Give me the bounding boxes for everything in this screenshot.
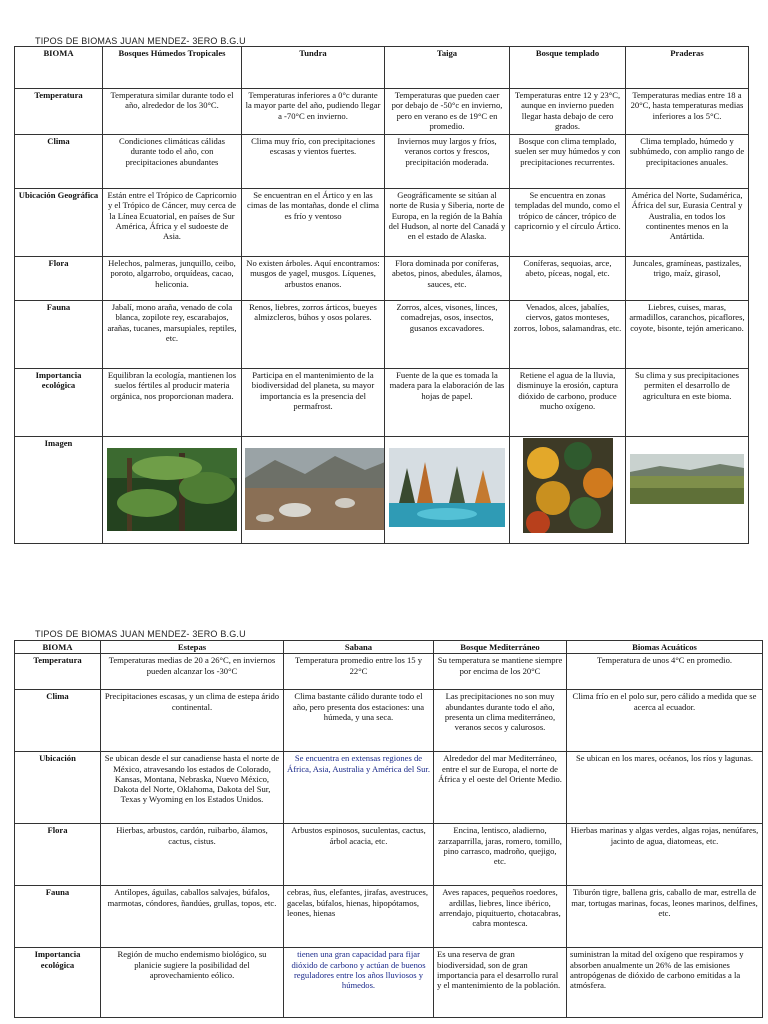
row-label-importancia: Importancia ecológica [15, 369, 103, 437]
table-cell: Liebres, cuises, maras, armadillos, caranchos, picaflores, coyote, bisonte, tejón americano. [626, 301, 749, 369]
col-header-bioma: BIOMA [15, 641, 101, 654]
table-cell: Fuente de la que es tomada la madera para la elaboración de las hojas de papel. [385, 369, 510, 437]
table-cell: Se encuentra en zonas templadas del mundo, como el trópico de cáncer, trópico de capricornio y el círculo Ártico. [510, 189, 626, 257]
rainforest-image [107, 448, 237, 531]
row-label-importancia: Importancia ecológica [15, 948, 101, 1018]
table-cell: Alrededor del mar Mediterráneo, entre el sur de Europa, el norte de África y el oeste del Oriente Medio. [434, 752, 567, 824]
temperate-forest-image [523, 438, 613, 533]
table-cell: Clima templado, húmedo y subhúmedo, con amplio rango de precipitaciones anuales. [626, 135, 749, 189]
table-cell: Temperaturas medias de 20 a 26°C, en inviernos pueden alcanzar los -30°C [101, 654, 284, 690]
table-cell: Juncales, gramíneas, pastizales, trigo, maíz, girasol, [626, 257, 749, 301]
table-row [15, 948, 763, 1018]
table-row [15, 690, 763, 752]
table-cell: suministran la mitad del oxígeno que respiramos y absorben anualmente un 26% de las emisiones antropógenas de dióxido de carbono emitidas a la atmósfera. [567, 948, 763, 1018]
table-cell: Precipitaciones escasas, y un clima de estepa árido continental. [101, 690, 284, 752]
table-row [15, 189, 749, 257]
table-cell: Jabalí, mono araña, venado de cola blanca, zopilote rey, escarabajos, arañas, tucanes, marsupiales, reptiles, etc. [103, 301, 242, 369]
table-row-images [15, 437, 749, 544]
table-cell: cebras, ñus, elefantes, jirafas, avestruces, gacelas, búfalos, hienas, hipopótamos, leones, hienas [284, 886, 434, 948]
row-label-temperatura: Temperatura [15, 654, 101, 690]
col-header-bioma: BIOMA [15, 47, 103, 89]
table-cell: Se ubican desde el sur canadiense hasta el norte de México, atravesando los estados de Colorado, Kansas, Montana, Nebraska, Nuevo México, Dakota del Norte, Oklahoma, Dakota del Sur, Texas y Wyoming en los Estados Unidos. [101, 752, 284, 824]
image-cell [242, 437, 385, 544]
table-cell: Temperaturas que pueden caer por debajo de -50°c en invierno, pero en verano es de 19°C en promedio. [385, 89, 510, 135]
row-label-flora: Flora [15, 257, 103, 301]
table-cell: Están entre el Trópico de Capricornio y el Trópico de Cáncer, muy cerca de la Línea Ecuatorial, en países de Sur América, África y el sudoeste de Asia. [103, 189, 242, 257]
table-cell: Temperaturas medias entre 18 a 20°C, hasta temperaturas medias inferiores a los 5°C. [626, 89, 749, 135]
table-cell: Su clima y sus precipitaciones permiten el desarrollo de agricultura en este bioma. [626, 369, 749, 437]
prairie-image [630, 454, 744, 504]
table-cell: Clima bastante cálido durante todo el año, pero presenta dos estaciones: una húmeda, y una seca. [284, 690, 434, 752]
row-label-ubicacion: Ubicación [15, 752, 101, 824]
table-cell: Renos, liebres, zorros árticos, bueyes almizcleros, búhos y osos polares. [242, 301, 385, 369]
table-cell: Participa en el mantenimiento de la biodiversidad del planeta, su mayor importancia es la presencia del permafrost. [242, 369, 385, 437]
table-cell: Flora dominada por coníferas, abetos, pinos, abedules, álamos, sauces, etc. [385, 257, 510, 301]
row-label-clima: Clima [15, 690, 101, 752]
table-row [15, 824, 763, 886]
table-cell: Retiene el agua de la lluvia, disminuye la erosión, captura dióxido de carbono, produce mucho oxígeno. [510, 369, 626, 437]
table-cell: Geográficamente se sitúan al norte de Rusia y Siberia, norte de Europa, en la región de la Bahía del Hudson, al norte del Canadá y en el estado de Alaska. [385, 189, 510, 257]
table-row [15, 89, 749, 135]
col-header-bosque-templado: Bosque templado [510, 47, 626, 89]
table-cell: Bosque con clima templado, suelen ser muy húmedos y con precipitaciones recurrentes. [510, 135, 626, 189]
table-cell: Las precipitaciones no son muy abundantes durante todo el año, presenta un clima mediterráneo, veranos secos y calurosos. [434, 690, 567, 752]
image-cell [510, 437, 626, 544]
table-cell: Se ubican en los mares, océanos, los ríos y lagunas. [567, 752, 763, 824]
table1-header-row [15, 47, 749, 89]
table-cell: Se encuentran en el Ártico y en las cimas de las montañas, donde el clima es frío y ventoso [242, 189, 385, 257]
row-label-flora: Flora [15, 824, 101, 886]
table-cell: tienen una gran capacidad para fijar dióxido de carbono y actúan de buenos reguladores entre los años lluviosos y húmedos. [284, 948, 434, 1018]
table-cell: Condiciones climáticas cálidas durante todo el año, con precipitaciones abundantes [103, 135, 242, 189]
biomes-table-1 [14, 46, 749, 544]
tundra-image [245, 448, 385, 530]
col-header-bosque-mediterraneo: Bosque Mediterráneo [434, 641, 567, 654]
col-header-tundra: Tundra [242, 47, 385, 89]
table2-header-row [15, 641, 763, 654]
table-cell: Equilibran la ecología, mantienen los suelos fértiles al producir materia orgánica, nos proporcionan madera. [103, 369, 242, 437]
table-cell: Coníferas, sequoias, arce, abeto, píceas, nogal, etc. [510, 257, 626, 301]
table-row [15, 752, 763, 824]
table-cell: Temperatura similar durante todo el año, alrededor de los 30°C. [103, 89, 242, 135]
table-row [15, 257, 749, 301]
table-cell: Temperatura de unos 4°C en promedio. [567, 654, 763, 690]
row-label-ubicacion: Ubicación Geográfica [15, 189, 103, 257]
image-cell [385, 437, 510, 544]
table-cell: Aves rapaces, pequeños roedores, ardillas, liebres, lince ibérico, arrendajo, piquituerto, chotacabras, cabra montesca. [434, 886, 567, 948]
table-cell: No existen árboles. Aquí encontramos: musgos de yagel, musgos. Líquenes, arbustos enanos. [242, 257, 385, 301]
table-cell: Temperatura promedio entre los 15 y 22°C [284, 654, 434, 690]
table-cell: Es una reserva de gran biodiversidad, son de gran importancia para el desarrollo rural y el mantenimiento de la población. [434, 948, 567, 1018]
col-header-bosques-humedos: Bosques Húmedos Tropicales [103, 47, 242, 89]
col-header-taiga: Taiga [385, 47, 510, 89]
table-cell: Hierbas, arbustos, cardón, ruibarbo, álamos, cactus, cistus. [101, 824, 284, 886]
table-cell: Antílopes, águilas, caballos salvajes, búfalos, marmotas, cóndores, ñandúes, grullas, topos, etc. [101, 886, 284, 948]
table-row [15, 135, 749, 189]
biomes-table-2 [14, 640, 763, 1018]
table-cell: Clima muy frío, con precipitaciones escasas y vientos fuertes. [242, 135, 385, 189]
table-row [15, 886, 763, 948]
table-row [15, 301, 749, 369]
col-header-estepas: Estepas [101, 641, 284, 654]
table-cell: Zorros, alces, visones, linces, comadrejas, osos, insectos, gusanos excavadores. [385, 301, 510, 369]
row-label-imagen: Imagen [15, 437, 103, 544]
taiga-image [389, 448, 505, 527]
table-cell: Su temperatura se mantiene siempre por encima de los 20°C [434, 654, 567, 690]
table-cell: Se encuentra en extensas regiones de África, Asia, Australia y América del Sur. [284, 752, 434, 824]
page1-header: TIPOS DE BIOMAS JUAN MENDEZ- 3ERO B.G.U [35, 36, 246, 46]
row-label-temperatura: Temperatura [15, 89, 103, 135]
col-header-sabana: Sabana [284, 641, 434, 654]
table-cell: América del Norte, Sudamérica, África del sur, Eurasia Central y Australia, en todos los continentes menos en la Antártida. [626, 189, 749, 257]
table-cell: Venados, alces, jabalíes, ciervos, gatos monteses, zorros, lobos, salamandras, etc. [510, 301, 626, 369]
table-cell: Región de mucho endemismo biológico, su planicie sugiere la posibilidad del aprovechamiento eólico. [101, 948, 284, 1018]
col-header-praderas: Praderas [626, 47, 749, 89]
table-cell: Arbustos espinosos, suculentas, cactus, árbol acacia, etc. [284, 824, 434, 886]
page2-header: TIPOS DE BIOMAS JUAN MENDEZ- 3ERO B.G.U [35, 629, 246, 639]
table-cell: Inviernos muy largos y fríos, veranos cortos y frescos, precipitación moderada. [385, 135, 510, 189]
table-cell: Temperaturas entre 12 y 23°C, aunque en invierno pueden llegar hasta debajo de cero grados. [510, 89, 626, 135]
table-cell: Helechos, palmeras, junquillo, ceibo, poroto, algarrobo, orquídeas, cacao, heliconia. [103, 257, 242, 301]
table-cell: Clima frío en el polo sur, pero cálido a medida que se acerca al ecuador. [567, 690, 763, 752]
row-label-fauna: Fauna [15, 886, 101, 948]
table-cell: Hierbas marinas y algas verdes, algas rojas, nenúfares, jacinto de agua, diatomeas, etc. [567, 824, 763, 886]
image-cell [626, 437, 749, 544]
table-cell: Encina, lentisco, aladierno, zarzaparrilla, jaras, romero, tomillo, pino carrasco, madroño, quejigo, etc. [434, 824, 567, 886]
table-row [15, 654, 763, 690]
col-header-biomas-acuaticos: Biomas Acuáticos [567, 641, 763, 654]
table-row [15, 369, 749, 437]
image-cell [103, 437, 242, 544]
row-label-clima: Clima [15, 135, 103, 189]
row-label-fauna: Fauna [15, 301, 103, 369]
table-cell: Temperaturas inferiores a 0°c durante la mayor parte del año, pudiendo llegar a -70°C en invierno. [242, 89, 385, 135]
table-cell: Tiburón tigre, ballena gris, caballo de mar, estrella de mar, tortugas marinas, focas, leones marinos, delfines, etc. [567, 886, 763, 948]
